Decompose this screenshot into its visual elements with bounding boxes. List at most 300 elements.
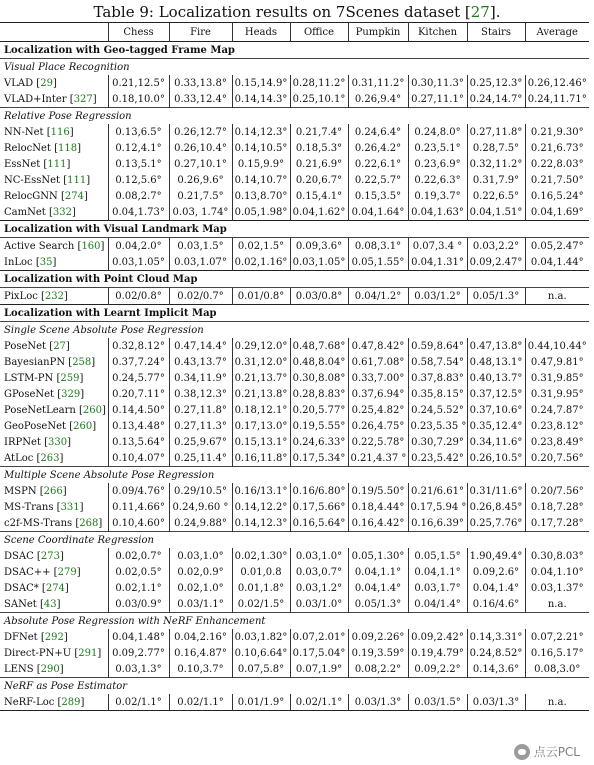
- fire-value: 0.21,7.5°: [169, 188, 232, 204]
- heads-value: 0.01/0.8°: [232, 288, 290, 305]
- citation-link[interactable]: 232: [44, 290, 65, 302]
- table-row: [0, 499, 589, 515]
- heads-value: 0.02,1.16°: [232, 254, 290, 271]
- heads-value: 0.14,12.2°: [232, 499, 290, 515]
- office-value: 0.02/1.1°: [290, 694, 348, 711]
- fire-value: 0.33,12.4°: [169, 91, 232, 108]
- pumpkin-value: 0.05/1.3°: [348, 596, 408, 613]
- kitchen-value: 0.23,5.42°: [408, 450, 467, 467]
- method-cell: GeoPoseNet [260]: [4, 420, 97, 432]
- localization-results-table: [0, 22, 589, 711]
- stairs-value: 0.26,8.45°: [467, 499, 525, 515]
- office-value: 0.21,6.9°: [290, 156, 348, 172]
- pumpkin-value: 0.03/1.3°: [348, 694, 408, 711]
- table-row: [0, 288, 589, 305]
- citation-link[interactable]: 43: [43, 598, 57, 610]
- method-cell: Direct-PN+U [291]: [4, 647, 102, 659]
- stairs-value: 0.34,11.6°: [467, 434, 525, 450]
- average-value: 0.18,7.28°: [525, 499, 589, 515]
- pumpkin-value: 0.19,3.59°: [348, 645, 408, 661]
- citation-link[interactable]: 330: [48, 436, 68, 448]
- method-cell: MS-Trans [331]: [4, 501, 84, 513]
- wechat-logo-icon: [514, 744, 530, 760]
- header-chess: Chess: [108, 23, 169, 42]
- method-name: c2f-MS-Trans: [4, 517, 73, 529]
- table-row: [0, 450, 589, 467]
- table-row: [0, 580, 589, 596]
- office-value: 0.48,7.68°: [290, 338, 348, 354]
- caption-text: Table 9: Localization results on 7Scenes dataset [: [93, 3, 471, 21]
- subsection-header-row: [0, 108, 589, 125]
- heads-value: 0.31,12.0°: [232, 354, 290, 370]
- table-row: [0, 386, 589, 402]
- stairs-value: 0.14,3.6°: [467, 661, 525, 678]
- pumpkin-value: 0.05,1.30°: [348, 548, 408, 564]
- kitchen-value: 0.19,4.79°: [408, 645, 467, 661]
- office-value: 0.28,8.83°: [290, 386, 348, 402]
- chess-value: 0.04,1.48°: [108, 629, 169, 645]
- kitchen-value: 0.07,3.4 °: [408, 238, 467, 255]
- citation-link[interactable]: 332: [52, 206, 72, 218]
- method-cell: NeRF-Loc [289]: [4, 696, 85, 708]
- subsection-title: Multiple Scene Absolute Pose Regression: [0, 467, 589, 484]
- table-row: [0, 124, 589, 140]
- office-value: 0.28,11.2°: [290, 75, 348, 91]
- fire-value: 0.27,11.8°: [169, 402, 232, 418]
- method-cell: c2f-MS-Trans [268]: [4, 517, 103, 529]
- stairs-value: 0.25,12.3°: [467, 75, 525, 91]
- method-cell: MSPN [266]: [4, 485, 67, 497]
- kitchen-value: 0.37,8.83°: [408, 370, 467, 386]
- subsection-title: Single Scene Absolute Pose Regression: [0, 322, 589, 339]
- average-value: 0.22,8.03°: [525, 156, 589, 172]
- average-value: 0.20/7.56°: [525, 483, 589, 499]
- results-table-container: [0, 22, 594, 711]
- average-value: 0.23,8.12°: [525, 418, 589, 434]
- pumpkin-value: 0.18,4.44°: [348, 499, 408, 515]
- pumpkin-value: 0.19/5.50°: [348, 483, 408, 499]
- office-value: 0.24,6.33°: [290, 434, 348, 450]
- office-value: 0.21,7.4°: [290, 124, 348, 140]
- heads-value: 0.01/1.9°: [232, 694, 290, 711]
- subsection-header-row: [0, 322, 589, 339]
- fire-value: 0.27,10.1°: [169, 156, 232, 172]
- chess-value: 0.09/4.76°: [108, 483, 169, 499]
- fire-value: 0.03/1.1°: [169, 596, 232, 613]
- section-header-row: [0, 271, 589, 288]
- table-body: [0, 42, 589, 711]
- header-average: Average: [525, 23, 589, 42]
- table-header-row: [0, 23, 589, 42]
- citation-link[interactable]: 260: [73, 420, 93, 432]
- method-name: LSTM-PN: [4, 372, 54, 384]
- fire-value: 0.24,9.60 °: [169, 499, 232, 515]
- header-stairs: Stairs: [467, 23, 525, 42]
- citation-link[interactable]: 258: [72, 356, 92, 368]
- method-cell: LSTM-PN [259]: [4, 372, 84, 384]
- citation-link[interactable]: 260: [82, 404, 103, 416]
- fire-value: 0.26,9.6°: [169, 172, 232, 188]
- chess-value: 0.09,2.77°: [108, 645, 169, 661]
- office-value: 0.20,5.77°: [290, 402, 348, 418]
- method-name: NeRF-Loc: [4, 696, 55, 708]
- average-value: n.a.: [525, 596, 589, 613]
- heads-value: 0.02,1.30°: [232, 548, 290, 564]
- method-name: LENS: [4, 663, 34, 675]
- average-value: 0.30,8.03°: [525, 548, 589, 564]
- pumpkin-value: 0.08,2.2°: [348, 661, 408, 678]
- watermark: [514, 743, 580, 760]
- fire-value: 0.16,4.87°: [169, 645, 232, 661]
- table-row: [0, 548, 589, 564]
- pumpkin-value: 0.04,1.4°: [348, 580, 408, 596]
- citation-link[interactable]: 160: [81, 240, 101, 252]
- fire-value: 0.25,11.4°: [169, 450, 232, 467]
- citation-link[interactable]: 291: [78, 647, 98, 659]
- citation-link[interactable]: 268: [79, 517, 99, 529]
- table-row: [0, 172, 589, 188]
- heads-value: 0.16,11.8°: [232, 450, 290, 467]
- average-value: n.a.: [525, 288, 589, 305]
- method-cell: IRPNet [330]: [4, 436, 71, 448]
- average-value: 0.26,12.46°: [525, 75, 589, 91]
- citation-link[interactable]: 116: [50, 126, 70, 138]
- method-cell: RelocNet [118]: [4, 142, 82, 154]
- average-value: 0.47,9.81°: [525, 354, 589, 370]
- chess-value: 0.03,1.05°: [108, 254, 169, 271]
- chess-value: 0.02/0.8°: [108, 288, 169, 305]
- citation-link[interactable]: 111: [67, 174, 87, 186]
- table-row: [0, 75, 589, 91]
- citation-link[interactable]: 118: [58, 142, 78, 154]
- kitchen-value: 0.27,11.1°: [408, 91, 467, 108]
- subsection-header-row: [0, 59, 589, 76]
- method-name: Active Search: [4, 240, 75, 252]
- stairs-value: 0.04,1.51°: [467, 204, 525, 221]
- citation-link[interactable]: 289: [61, 696, 81, 708]
- citation-link[interactable]: 27: [53, 340, 66, 352]
- method-cell: PoseNet [27]: [4, 340, 70, 352]
- pumpkin-value: 0.47,8.42°: [348, 338, 408, 354]
- pumpkin-value: 0.04,1.64°: [348, 204, 408, 221]
- citation-link[interactable]: 290: [40, 663, 60, 675]
- chess-value: 0.32,8.12°: [108, 338, 169, 354]
- average-value: 0.03,1.37°: [525, 580, 589, 596]
- office-value: 0.03/0.8°: [290, 288, 348, 305]
- chess-value: 0.13,5.64°: [108, 434, 169, 450]
- method-name: CamNet: [4, 206, 46, 218]
- method-cell: DSAC* [274]: [4, 582, 69, 594]
- method-name: InLoc: [4, 256, 33, 268]
- office-value: 0.03/1.0°: [290, 596, 348, 613]
- fire-value: 0.03,1.0°: [169, 548, 232, 564]
- average-value: 0.44,10.44°: [525, 338, 589, 354]
- method-name: NN-Net: [4, 126, 44, 138]
- method-name: VLAD: [4, 77, 34, 89]
- chess-value: 0.24,5.77°: [108, 370, 169, 386]
- heads-value: 0.17,13.0°: [232, 418, 290, 434]
- section-title: Localization with Point Cloud Map: [0, 271, 589, 288]
- fire-value: 0.27,11.3°: [169, 418, 232, 434]
- chess-value: 0.11,4.66°: [108, 499, 169, 515]
- citation-link[interactable]: 29: [40, 77, 53, 89]
- stairs-value: 0.24,14.7°: [467, 91, 525, 108]
- chess-value: 0.03,1.3°: [108, 661, 169, 678]
- table-row: [0, 254, 589, 271]
- office-value: 0.03,1.05°: [290, 254, 348, 271]
- fire-value: 0.43,13.7°: [169, 354, 232, 370]
- heads-value: 0.07,5.8°: [232, 661, 290, 678]
- heads-value: 0.16/13.1°: [232, 483, 290, 499]
- office-value: 0.25,10.1°: [290, 91, 348, 108]
- table-row: [0, 629, 589, 645]
- table-row: [0, 140, 589, 156]
- office-value: 0.20,6.7°: [290, 172, 348, 188]
- table-row: [0, 694, 589, 711]
- method-name: PoseNet: [4, 340, 47, 352]
- heads-value: 0.02/1.5°: [232, 596, 290, 613]
- section-title: Localization with Geo-tagged Frame Map: [0, 42, 589, 59]
- kitchen-value: 0.16,6.39°: [408, 515, 467, 532]
- method-cell: VLAD+Inter [327]: [4, 93, 97, 105]
- office-value: 0.30,8.08°: [290, 370, 348, 386]
- chess-value: 0.10,4.07°: [108, 450, 169, 467]
- office-value: 0.19,5.55°: [290, 418, 348, 434]
- stairs-value: 0.37,10.6°: [467, 402, 525, 418]
- header-fire: Fire: [169, 23, 232, 42]
- table-row: [0, 354, 589, 370]
- fire-value: 0.04,2.16°: [169, 629, 232, 645]
- chess-value: 0.21,12.5°: [108, 75, 169, 91]
- pumpkin-value: 0.26,9.4°: [348, 91, 408, 108]
- chess-value: 0.20,7.11°: [108, 386, 169, 402]
- method-cell: DFNet [292]: [4, 631, 68, 643]
- stairs-value: 0.25,7.76°: [467, 515, 525, 532]
- method-name: NC-EssNet: [4, 174, 61, 186]
- heads-value: 0.14,10.7°: [232, 172, 290, 188]
- heads-value: 0.21,13.7°: [232, 370, 290, 386]
- citation-link[interactable]: 279: [57, 566, 77, 578]
- table-caption: [0, 2, 594, 22]
- office-value: 0.03,0.7°: [290, 564, 348, 580]
- stairs-value: 0.28,7.5°: [467, 140, 525, 156]
- fire-value: 0.02/1.1°: [169, 694, 232, 711]
- citation-link[interactable]: 263: [40, 452, 60, 464]
- average-value: 0.24,11.71°: [525, 91, 589, 108]
- table-row: [0, 338, 589, 354]
- kitchen-value: 0.04,1.1°: [408, 564, 467, 580]
- fire-value: 0.38,12.3°: [169, 386, 232, 402]
- heads-value: 0.10,6.64°: [232, 645, 290, 661]
- table-row: [0, 402, 589, 418]
- office-value: 0.15,4.1°: [290, 188, 348, 204]
- table-row: [0, 483, 589, 499]
- citation-link[interactable]: 329: [61, 388, 81, 400]
- pumpkin-value: 0.61,7.08°: [348, 354, 408, 370]
- pumpkin-value: 0.08,3.1°: [348, 238, 408, 255]
- pumpkin-value: 0.05,1.55°: [348, 254, 408, 271]
- stairs-value: 0.47,13.8°: [467, 338, 525, 354]
- method-cell: AtLoc [263]: [4, 452, 64, 464]
- table-row: [0, 434, 589, 450]
- method-name: PoseNetLearn: [4, 404, 76, 416]
- table-row: [0, 645, 589, 661]
- citation-link[interactable]: 331: [60, 501, 80, 513]
- average-value: 0.16,5.24°: [525, 188, 589, 204]
- heads-value: 0.15,13.1°: [232, 434, 290, 450]
- heads-value: 0.15,14.9°: [232, 75, 290, 91]
- pumpkin-value: 0.04/1.2°: [348, 288, 408, 305]
- fire-value: 0.47,14.4°: [169, 338, 232, 354]
- table-row: [0, 596, 589, 613]
- subsection-header-row: [0, 678, 589, 695]
- kitchen-value: 0.04,1.31°: [408, 254, 467, 271]
- citation-link[interactable]: 273: [40, 550, 60, 562]
- method-cell: DSAC++ [279]: [4, 566, 81, 578]
- method-cell: BayesianPN [258]: [4, 356, 96, 368]
- watermark-text: 点云PCL: [533, 745, 580, 759]
- citation-link[interactable]: 35: [39, 256, 53, 268]
- average-value: 0.21,7.50°: [525, 172, 589, 188]
- kitchen-value: 0.03,1.7°: [408, 580, 467, 596]
- chess-value: 0.14,4.50°: [108, 402, 169, 418]
- average-value: 0.04,1.44°: [525, 254, 589, 271]
- average-value: 0.08,3.0°: [525, 661, 589, 678]
- heads-value: 0.14,14.3°: [232, 91, 290, 108]
- chess-value: 0.08,2.7°: [108, 188, 169, 204]
- office-value: 0.17,5.66°: [290, 499, 348, 515]
- stairs-value: 0.04,1.4°: [467, 580, 525, 596]
- heads-value: 0.21,13.8°: [232, 386, 290, 402]
- kitchen-value: 0.30,7.29°: [408, 434, 467, 450]
- table-row: [0, 661, 589, 678]
- method-cell: EssNet [111]: [4, 158, 71, 170]
- heads-value: 0.18,12.1°: [232, 402, 290, 418]
- pumpkin-value: 0.22,5.78°: [348, 434, 408, 450]
- caption-ref[interactable]: 27: [470, 3, 490, 21]
- method-name: SANet: [4, 598, 37, 610]
- table-row: [0, 564, 589, 580]
- pumpkin-value: 0.24,6.4°: [348, 124, 408, 140]
- stairs-value: 0.24,8.52°: [467, 645, 525, 661]
- average-value: 0.04,1.69°: [525, 204, 589, 221]
- table-row: [0, 188, 589, 204]
- method-cell: LENS [290]: [4, 663, 64, 675]
- citation-link[interactable]: 259: [60, 372, 80, 384]
- fire-value: 0.02/0.7°: [169, 288, 232, 305]
- average-value: 0.17,7.28°: [525, 515, 589, 532]
- office-value: 0.16/6.80°: [290, 483, 348, 499]
- subsection-header-row: [0, 613, 589, 630]
- office-value: 0.03,1.0°: [290, 548, 348, 564]
- method-cell: PoseNetLearn [260]: [4, 404, 106, 416]
- heads-value: 0.14,10.5°: [232, 140, 290, 156]
- fire-value: 0.29/10.5°: [169, 483, 232, 499]
- average-value: 0.24,7.87°: [525, 402, 589, 418]
- citation-link[interactable]: 327: [73, 93, 93, 105]
- method-name: DFNet: [4, 631, 38, 643]
- fire-value: 0.34,11.9°: [169, 370, 232, 386]
- kitchen-value: 0.23,5.1°: [408, 140, 467, 156]
- fire-value: 0.02,0.9°: [169, 564, 232, 580]
- table-row: [0, 204, 589, 221]
- section-header-row: [0, 42, 589, 59]
- subsection-title: Relative Pose Regression: [0, 108, 589, 125]
- fire-value: 0.03, 1.74°: [169, 204, 232, 221]
- average-value: n.a.: [525, 694, 589, 711]
- table-row: [0, 156, 589, 172]
- kitchen-value: 0.24,8.0°: [408, 124, 467, 140]
- caption-end: ].: [489, 3, 501, 21]
- header-method: [0, 23, 108, 42]
- office-value: 0.07,2.01°: [290, 629, 348, 645]
- method-name: Direct-PN+U: [4, 647, 72, 659]
- average-value: 0.05,2.47°: [525, 238, 589, 255]
- chess-value: 0.04,2.0°: [108, 238, 169, 255]
- section-title: Localization with Learnt Implicit Map: [0, 305, 589, 322]
- stairs-value: 0.37,12.5°: [467, 386, 525, 402]
- table-row: [0, 370, 589, 386]
- stairs-value: 0.14,3.31°: [467, 629, 525, 645]
- citation-link[interactable]: 274: [45, 582, 65, 594]
- fire-value: 0.24,9.88°: [169, 515, 232, 532]
- subsection-title: Absolute Pose Regression with NeRF Enhancement: [0, 613, 589, 630]
- chess-value: 0.18,10.0°: [108, 91, 169, 108]
- method-name: IRPNet: [4, 436, 41, 448]
- subsection-title: Scene Coordinate Regression: [0, 532, 589, 549]
- section-title: Localization with Visual Landmark Map: [0, 221, 589, 238]
- pumpkin-value: 0.26,4.2°: [348, 140, 408, 156]
- method-name: RelocNet: [4, 142, 51, 154]
- method-cell: RelocGNN [274]: [4, 190, 88, 202]
- method-name: BayesianPN: [4, 356, 66, 368]
- chess-value: 0.13,5.1°: [108, 156, 169, 172]
- chess-value: 0.10,4.60°: [108, 515, 169, 532]
- subsection-header-row: [0, 532, 589, 549]
- kitchen-value: 0.09,2.42°: [408, 629, 467, 645]
- heads-value: 0.15,9.9°: [232, 156, 290, 172]
- average-value: 0.04,1.10°: [525, 564, 589, 580]
- header-kitchen: Kitchen: [408, 23, 467, 42]
- office-value: 0.07,1.9°: [290, 661, 348, 678]
- fire-value: 0.10,3.7°: [169, 661, 232, 678]
- average-value: 0.20,7.56°: [525, 450, 589, 467]
- method-name: PixLoc: [4, 290, 38, 302]
- stairs-value: 0.16/4.6°: [467, 596, 525, 613]
- citation-link[interactable]: 292: [44, 631, 64, 643]
- heads-value: 0.29,12.0°: [232, 338, 290, 354]
- stairs-value: 0.31,7.9°: [467, 172, 525, 188]
- stairs-value: 0.31/11.6°: [467, 483, 525, 499]
- office-value: 0.04,1.62°: [290, 204, 348, 221]
- method-name: DSAC: [4, 550, 34, 562]
- section-header-row: [0, 221, 589, 238]
- kitchen-value: 0.30,11.3°: [408, 75, 467, 91]
- citation-link[interactable]: 266: [43, 485, 63, 497]
- kitchen-value: 0.58,7.54°: [408, 354, 467, 370]
- citation-link[interactable]: 111: [47, 158, 67, 170]
- method-name: RelocGNN: [4, 190, 58, 202]
- method-cell: NN-Net [116]: [4, 126, 74, 138]
- office-value: 0.17,5.04°: [290, 645, 348, 661]
- average-value: 0.21,9.30°: [525, 124, 589, 140]
- method-name: AtLoc: [4, 452, 34, 464]
- citation-link[interactable]: 274: [64, 190, 84, 202]
- fire-value: 0.26,12.7°: [169, 124, 232, 140]
- subsection-title: Visual Place Recognition: [0, 59, 589, 76]
- chess-value: 0.02/1.1°: [108, 694, 169, 711]
- kitchen-value: 0.09,2.2°: [408, 661, 467, 678]
